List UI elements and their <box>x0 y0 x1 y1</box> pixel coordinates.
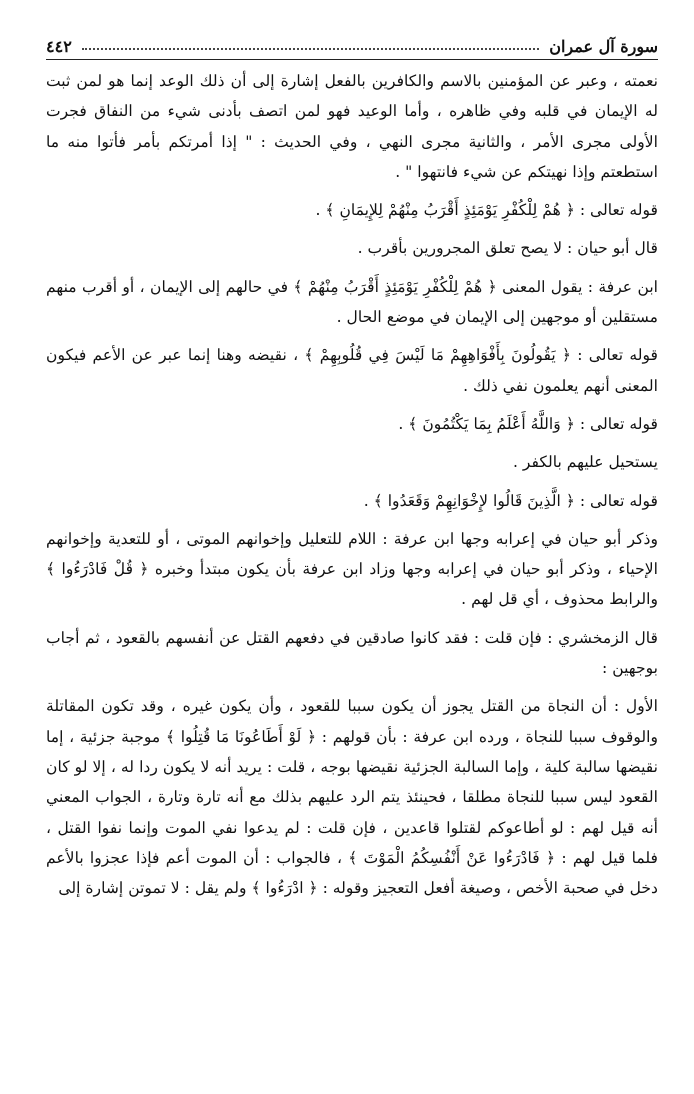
surah-title: سورة آل عمران <box>549 37 658 56</box>
running-header <box>46 30 658 60</box>
page-number: ٤٤٢ <box>46 37 72 56</box>
paragraph: قال أبو حيان : لا يصح تعلق المجرورين بأقرب . <box>357 239 658 258</box>
paragraph: قال الزمخشري : فإن قلت : فقد كانوا صادقين في دفعهم القتل عن أنفسهم بالقعود ، ثم أجاب بوجهين : <box>46 628 658 678</box>
verse-paragraph: قوله تعالى : ﴿ الَّذِينَ قَالُوا لإِخْوَانِهِمْ وَقَعَدُوا ﴾ . <box>363 491 658 510</box>
verse-paragraph: قوله تعالى : ﴿ هُمْ لِلْكُفْرِ يَوْمَئِذٍ أَقْرَبُ مِنْهُمْ لِلإِيمَانِ ﴾ . <box>315 201 658 220</box>
page-body <box>46 66 658 1084</box>
header-dotted-leader <box>82 48 539 50</box>
paragraph: ابن عرفة : يقول المعنى ﴿ هُمْ لِلْكُفْرِ يَوْمَئِذٍ أَقْرَبُ مِنْهُمْ ﴾ في حالهم إلى الإيمان ، أو أقرب منهم مستقلين أو موجهين إلى الإيمان في موضع الحال . <box>46 277 658 327</box>
paragraph: وذكر أبو حيان في إعرابه وجها ابن عرفة : اللام للتعليل وإخوانهم الموتى ، أو للتعدية وإخوانهم الإحياء ، وذكر أبو حيان في إعرابه وجها وزاد ابن عرفة بأن يكون مبتدأ وخبره ﴿ قُلْ فَادْرَءُوا ﴾ والرابط محذوف ، أي قل لهم . <box>46 529 658 609</box>
verse-paragraph: قوله تعالى : ﴿ وَاللَّهُ أَعْلَمُ بِمَا يَكْتُمُونَ ﴾ . <box>398 414 658 433</box>
paragraph: الأول : أن النجاة من القتل يجوز أن يكون سببا للقعود ، وأن يكون غيره ، وقد تكون المقاتلة والوقوف سببا للنجاة ، ورده ابن عرفة : بأن قولهم : ﴿ لَوْ أَطَاعُونَا مَا قُتِلُوا ﴾ موجبة جزئية ، إما نقيضها سالبة كلية ، وإما السالبة الجزئية نقيضها بوجه ، قلت : يريد أنه لا يكون ردا له ، إلا لو كان القعود ليس سببا للنجاة مطلقا ، فحينئذ يتم الرد عليهم بذلك مع أنه تارة وتارة ، الجواب المعني أنه قيل لهم : لو أطاعوكم لقتلوا قاعدين ، فإن قلت : لم يدعوا نفي الموت وإنما نفوا القتل ، فلما قيل لهم : ﴿ فَادْرَءُوا عَنْ أَنْفُسِكُمُ الْمَوْتَ ﴾ ، فالجواب : أن الموت أعم فإذا عجزوا بالأعم دخل في صحبة الأخص ، وصيغة أفعل التعجيز وقوله : ﴿ ادْرَءُوا ﴾ ولم يقل : لا تموتن إشارة إلى <box>46 697 658 898</box>
paragraph: يستحيل عليهم بالكفر . <box>512 453 658 472</box>
paragraph: نعمته ، وعبر عن المؤمنين بالاسم والكافرين بالفعل إشارة إلى أن ذلك الوعد إنما هو لمن ثبت له الإيمان في قلبه وفي ظاهره ، وأما الوعيد فهو لمن اتصف بأدنى شيء من النفاق فجرت الأولى مجرى الأمر ، والثانية مجرى النهي ، وفي الحديث : " إذا أمرتكم بأمر فأتوا منه ما استطعتم وإذا نهيتكم عن شيء فانتهوا " . <box>46 72 658 181</box>
verse-paragraph: قوله تعالى : ﴿ يَقُولُونَ بِأَفْوَاهِهِمْ مَا لَيْسَ فِي قُلُوبِهِمْ ﴾ ، نقيضه وهنا إنما عبر عن الأعم فيكون المعنى أنهم يعلمون نفي ذلك . <box>46 346 658 395</box>
